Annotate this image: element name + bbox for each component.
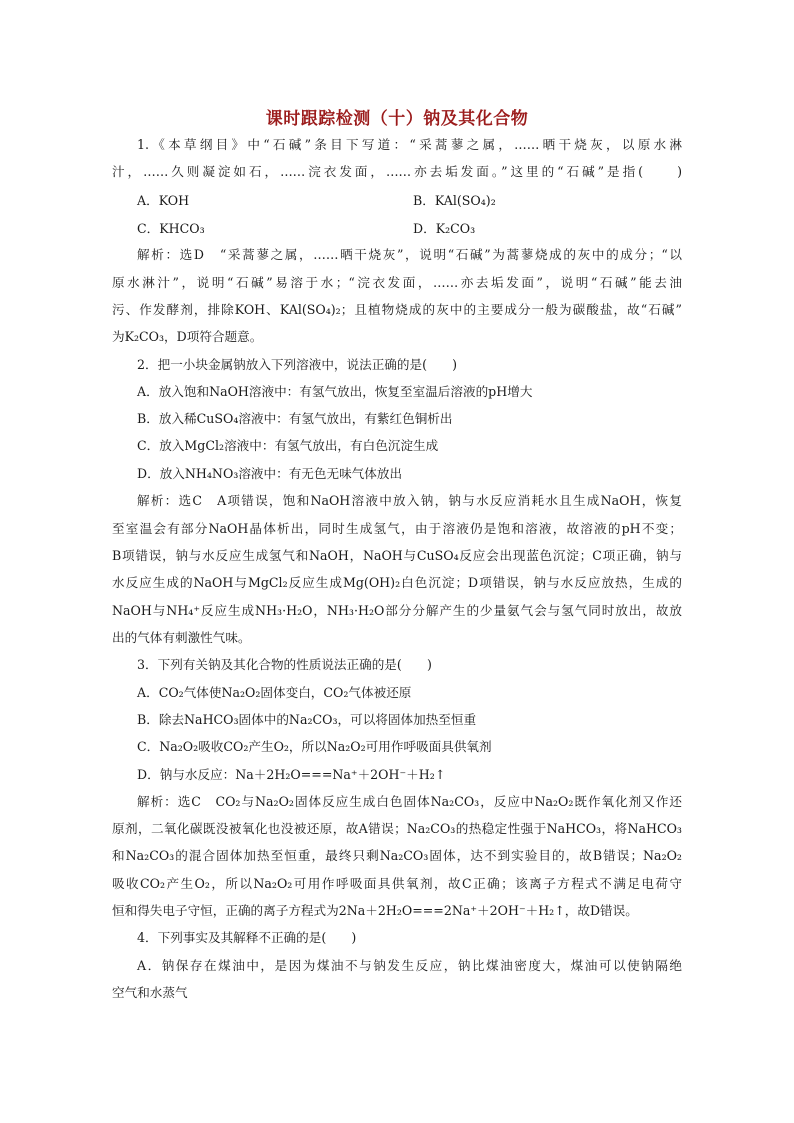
- q1-explanation-line-4: 为K₂CO₃，D项符合题意。: [112, 329, 263, 344]
- q2-option-c: C．放入MgCl₂溶液中：有氢气放出，有白色沉淀生成: [137, 438, 439, 453]
- q2-explanation-line-2: 至室温会有部分NaOH晶体析出，同时生成氢气，由于溶液仍是饱和溶液，故溶液的pH不变；: [112, 521, 682, 536]
- q1-option-b: B．KAl(SO₄)₂: [413, 193, 496, 208]
- q2-explanation-line-4: 水反应生成的NaOH与MgCl₂反应生成Mg(OH)₂白色沉淀；D项错误，钠与水反应放热，生成的: [112, 575, 682, 590]
- q3-option-c: C．Na₂O₂吸收CO₂产生O₂，所以Na₂O₂可用作呼吸面具供氧剂: [137, 739, 492, 754]
- q2-explanation-line-6: 出的气体有刺激性气味。: [112, 630, 251, 645]
- page-title: 课时跟踪检测（十）钠及其化合物: [265, 109, 529, 129]
- q3-explanation-line-2: 原剂，二氧化碳既没被氧化也没被还原，故A错误；Na₂CO₃的热稳定性强于NaHCO₃，将NaHCO₃: [112, 821, 682, 836]
- q1-option-d: D．K₂CO₃: [413, 221, 476, 236]
- q2-option-b: B．放入稀CuSO₄溶液中：有氢气放出，有紫红色铜析出: [137, 411, 453, 426]
- q3-explanation-line-1: 解析：选C CO₂与Na₂O₂固体反应生成白色固体Na₂CO₃，反应中Na₂O₂既作氧化剂又作还: [137, 794, 682, 809]
- q4-option-a-line-1: A．钠保存在煤油中，是因为煤油不与钠发生反应，钠比煤油密度大，煤油可以使钠隔绝: [137, 958, 682, 973]
- q1-explanation-line-3: 污、作发酵剂，排除KOH、KAl(SO₄)₂；且植物烧成的灰中的主要成分一般为碳酸盐，故“石碱”: [112, 302, 682, 317]
- q1-stem-line-1: 1.《本草纲目》中“石碱”条目下写道：“采蒿蓼之属，……晒干烧灰，以原水淋: [137, 137, 682, 152]
- q2-option-a: A．放入饱和NaOH溶液中：有氢气放出，恢复至室温后溶液的pH增大: [137, 384, 533, 399]
- q2-option-d: D．放入NH₄NO₃溶液中：有无色无味气体放出: [137, 466, 403, 481]
- q3-explanation-line-4: 吸收CO₂产生O₂，所以Na₂O₂可用作呼吸面具供氧剂，故C正确；该离子方程式不满足电荷守: [112, 876, 682, 891]
- q2-stem: 2．把一小块金属钠放入下列溶液中，说法正确的是( ): [137, 357, 458, 372]
- q3-option-b: B．除去NaHCO₃固体中的Na₂CO₃，可以将固体加热至恒重: [137, 712, 477, 727]
- q2-explanation-line-1: 解析：选C A项错误，饱和NaOH溶液中放入钠，钠与水反应消耗水且生成NaOH，恢复: [137, 493, 682, 508]
- q1-explanation-line-2: 原水淋汁”，说明“石碱”易溶于水；“浣衣发面，……亦去垢发面”，说明“石碱”能去油: [112, 275, 682, 290]
- q1-explanation-line-1: 解析：选D “采蒿蓼之属，……晒干烧灰”，说明“石碱”为蒿蓼烧成的灰中的成分；“以: [137, 247, 682, 262]
- q1-option-c: C．KHCO₃: [137, 221, 205, 236]
- q1-stem-line-2: 汁，……久则凝淀如石，……浣衣发面，……亦去垢发面。”这里的“石碱”是指( ): [112, 164, 682, 179]
- q3-option-a: A．CO₂气体使Na₂O₂固体变白，CO₂气体被还原: [137, 685, 412, 700]
- q1-option-a: A．KOH: [137, 193, 190, 208]
- q4-option-a-line-2: 空气和水蒸气: [112, 985, 188, 1000]
- q2-explanation-line-3: B项错误，钠与水反应生成氢气和NaOH，NaOH与CuSO₄反应会出现蓝色沉淀；C项正确，钠与: [112, 548, 682, 563]
- q3-explanation-line-5: 恒和得失电子守恒，正确的离子方程式为2Na＋2H₂O===2Na⁺＋2OH⁻＋H₂↑，故D错误。: [112, 903, 638, 918]
- q3-option-d: D．钠与水反应：Na＋2H₂O===Na⁺＋2OH⁻＋H₂↑: [137, 767, 446, 782]
- q4-stem: 4．下列事实及其解释不正确的是( ): [137, 930, 357, 945]
- q3-explanation-line-3: 和Na₂CO₃的混合固体加热至恒重，最终只剩Na₂CO₃固体，达不到实验目的，故B错误；Na₂O₂: [112, 848, 682, 863]
- q3-stem: 3．下列有关钠及其化合物的性质说法正确的是( ): [137, 657, 432, 672]
- q2-explanation-line-5: NaOH与NH₄⁺反应生成NH₃·H₂O，NH₃·H₂O部分分解产生的少量氨气会与氢气同时放出，故放: [112, 603, 682, 618]
